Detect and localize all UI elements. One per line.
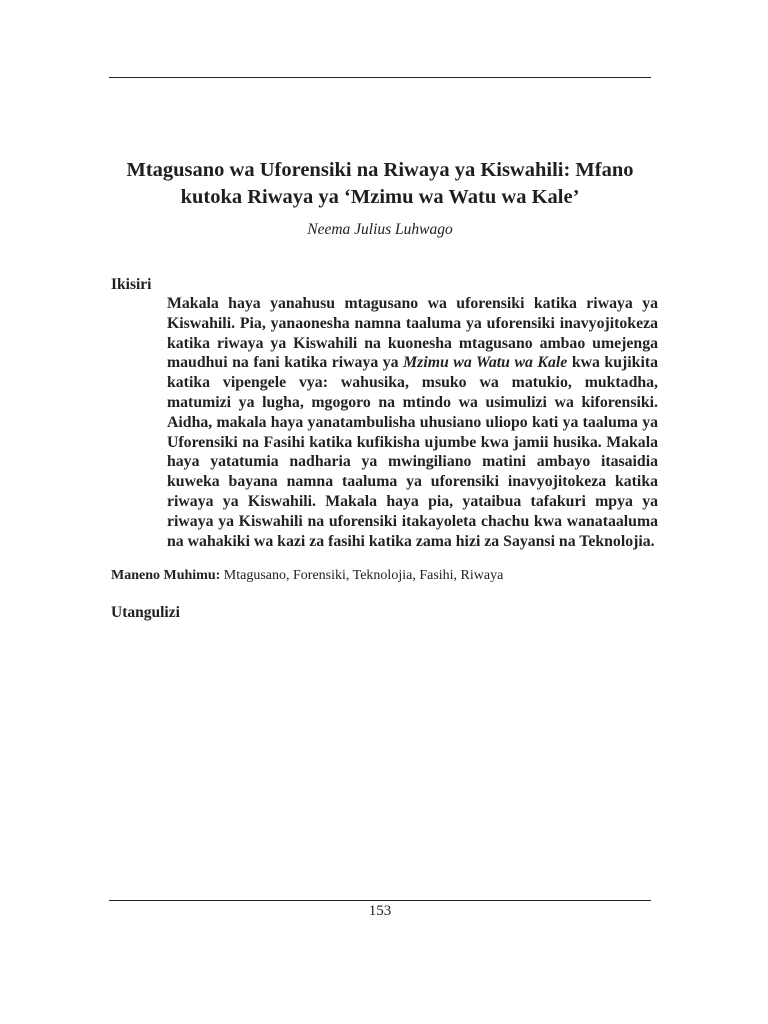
header-rule	[109, 77, 651, 78]
keywords-line	[111, 568, 661, 584]
author-name: Neema Julius Luhwago	[307, 221, 453, 238]
title-line-2: kutoka Riwaya ya ‘Mzimu wa Watu wa Kale’	[180, 186, 580, 208]
footer-rule	[109, 900, 651, 901]
abstract-text-part-2: kwa kujikita katika vipengele vya: wahusika, msuko wa matukio, muktadha, matumizi ya lugha, mgogoro na mtindo wa usimulizi wa kiforensiki. Aidha, makala haya yanatambulisha uhusiano uliopo kati ya taaluma ya Uforensiki na Fasihi katika kufikisha ujumbe kwa jamii husika. Makala haya yatatumia nadharia ya mwingiliano matini ambayo itasaidia kuweka bayana namna taaluma ya uforensiki inavyojitokeza katika riwaya ya Kiswahili. Makala haya pia, yataibua tafakuri mpya ya riwaya ya Kiswahili na uforensiki itakayoleta chachu kwa wanataaluma na wahakiki wa kazi za fasihi katika zama hizi za Sayansi na Teknolojia.	[167, 354, 658, 550]
abstract-text-part-1: Makala haya yanahusu mtagusano wa uforensiki katika riwaya ya Kiswahili. Pia, yanaonesha namna taaluma ya uforensiki inavyojitokeza katika riwaya ya Kiswahili na kuonesha mtagusano ambao umejenga maudhui na fani katika riwaya ya	[167, 295, 658, 372]
introduction-heading: Utangulizi	[111, 604, 180, 621]
keywords-list: Mtagusano, Forensiki, Teknolojia, Fasihi, Riwaya	[223, 568, 504, 583]
abstract-heading: Ikisiri	[111, 276, 152, 293]
abstract-body	[167, 294, 658, 551]
page-number: 153	[368, 903, 392, 919]
novel-title: Mzimu wa Watu wa Kale	[403, 354, 568, 372]
article-title	[109, 157, 651, 211]
keywords-label: Maneno Muhimu:	[111, 568, 221, 583]
title-line-1: Mtagusano wa Uforensiki na Riwaya ya Kiswahili: Mfano	[126, 159, 634, 181]
